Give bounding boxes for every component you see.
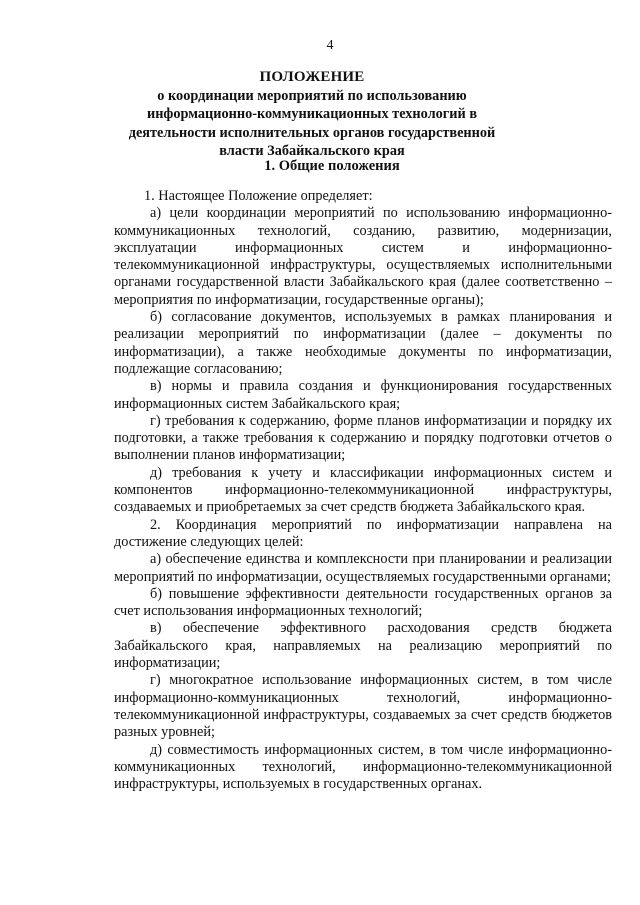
paragraph-item-a: а) цели координации мероприятий по использованию информационно-коммуникационных технологий, созданию, развитию, модернизации, эксплуатации информационных систем и информационно-телекоммуникационной инфраструктуры, осуществляемых исполнительными органами государственной власти Забайкальского края (далее соответственно – мероприятия по информатизации, государственные органы); bbox=[114, 205, 612, 308]
document-body bbox=[114, 188, 612, 793]
title-main: ПОЛОЖЕНИЕ bbox=[259, 69, 365, 85]
title-subtitle: о координации мероприятий по использованию информационно-коммуникационных технологий в деятельности исполнительных органов государственной власти Забайкальского края bbox=[128, 87, 496, 159]
paragraph-item-g: г) требования к содержанию, форме планов информатизации и порядку их подготовки, а также требования к содержанию и порядку подготовки отчетов о выполнении планов информатизации; bbox=[114, 412, 612, 464]
document-title bbox=[112, 68, 512, 161]
paragraph-item-d: д) требования к учету и классификации информационных систем и компонентов информационно-телекоммуникационной инфраструктуры, создаваемых и приобретаемых за счет средств бюджета Забайкальского края. bbox=[114, 464, 612, 516]
paragraph-goal-d: д) совместимость информационных систем, в том числе информационно-коммуникационных технологий, информационно-телекоммуникационной инфраструктуры, используемых в государственных органах. bbox=[114, 741, 612, 793]
page-number: 4 bbox=[326, 38, 334, 53]
paragraph-item-v: в) нормы и правила создания и функционирования государственных информационных систем Забайкальского края; bbox=[114, 378, 612, 412]
section-heading: 1. Общие положения bbox=[264, 158, 400, 174]
paragraph-goal-b: б) повышение эффективности деятельности государственных органов за счет использования информационных технологий; bbox=[114, 585, 612, 620]
paragraph-item-b: б) согласование документов, используемых в рамках планирования и реализации мероприятий по информатизации (далее – документы по информатизации), а также необходимые документы по информатизации, подлежащие согласованию; bbox=[114, 309, 612, 377]
paragraph-goal-g: г) многократное использование информационных систем, в том числе информационно-коммуникационных технологий, информационно-телекоммуникационной инфраструктуры, создаваемых за счет средств бюджетов разных уровней; bbox=[114, 672, 612, 741]
paragraph-intro: 1. Настоящее Положение определяет: bbox=[144, 188, 373, 204]
paragraph-goal-v: в) обеспечение эффективного расходования средств бюджета Забайкальского края, направляемых на реализацию мероприятий по информатизации; bbox=[114, 620, 612, 672]
paragraph-goal-a: а) обеспечение единства и комплексности при планировании и реализации мероприятий по информатизации, осуществляемых государственными органами; bbox=[114, 551, 612, 585]
paragraph-section-2: 2. Координация мероприятий по информатизации направлена на достижение следующих целей: bbox=[114, 516, 612, 550]
